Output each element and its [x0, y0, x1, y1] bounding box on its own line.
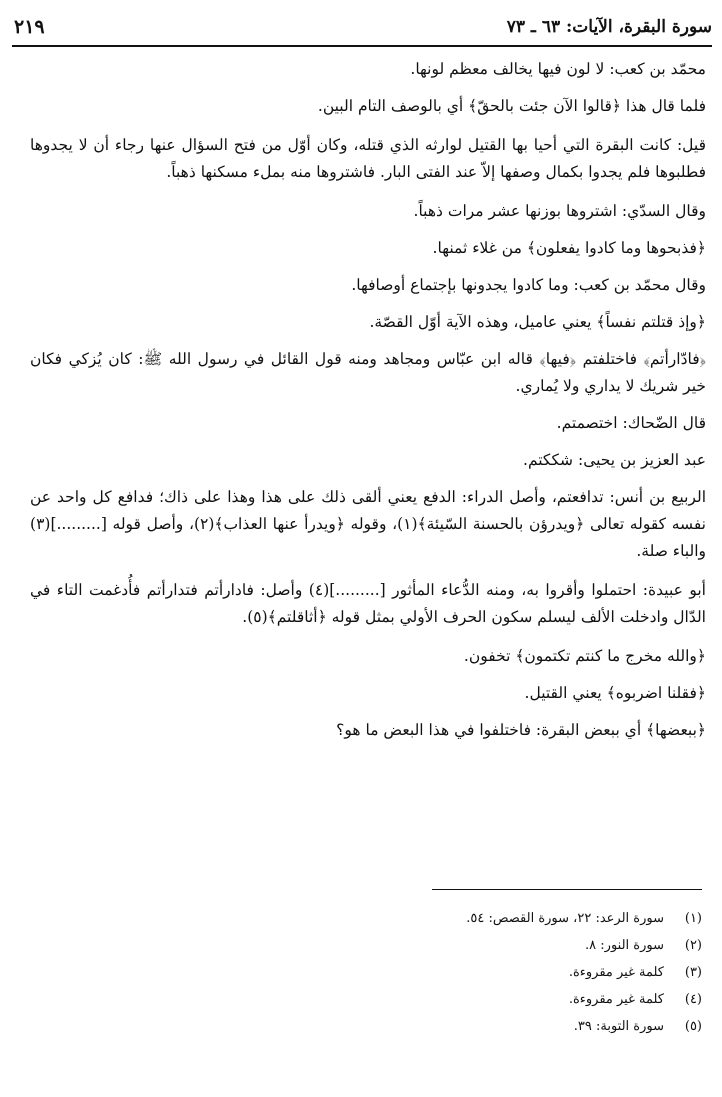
footnote [322, 986, 702, 1013]
paragraph-15: ﴿ببعضها﴾ أي ببعض البقرة: فاختلفوا في هذا البعض ما هو؟ [336, 721, 706, 739]
paragraph-9: قال الضّحاك: اختصمتم. [556, 414, 706, 432]
footnote-number: (٢) [684, 938, 702, 953]
footnote [322, 1013, 702, 1040]
paragraph-8: ﴿فادّارأتم﴾ فاختلفتم ﴿فيها﴾ قاله ابن عبّاس ومجاهد ومنه قول القائل في رسول الله ﷺ: كان يُزكي فكان خير شريك لا يداري ولا يُماري. [30, 350, 706, 395]
footnote-text: كلمة غير مقروءة. [568, 992, 664, 1007]
surah-title: سورة البقرة، الآيات: ٦٣ ـ ٧٣ [506, 17, 712, 37]
paragraph-11: الربيع بن أنس: تدافعتم، وأصل الدراء: الدفع يعني ألقى ذلك على هذا وهذا على ذاك؛ فدافع كل واحد عن نفسه كقوله تعالى ﴿ويدرؤن بالحسنة السّيئة﴾(١)، وقوله ﴿ويدرأ عنها العذاب﴾(٢)، وأصل قوله [.........](٣) والباء صلة. [30, 488, 706, 560]
footnote-text: سورة النور: ٨. [585, 938, 664, 953]
header-rule [12, 45, 712, 47]
footnote [322, 932, 702, 959]
footnote-rule [432, 889, 702, 890]
footnote-text: سورة الرعد: ٢٢، سورة القصص: ٥٤. [466, 911, 664, 926]
paragraph-5: ﴿فذبحوها وما كادوا يفعلون﴾ من غلاء ثمنها. [432, 239, 706, 257]
page-number: ٢١٩ [14, 16, 45, 38]
paragraph-10: عبد العزيز بن يحيى: شككتم. [523, 451, 706, 469]
footnote-number: (٥) [684, 1019, 702, 1034]
paragraph-2: فلما قال هذا ﴿قالوا الآن جئت بالحقّ﴾ أي بالوصف التام البين. [317, 97, 706, 115]
footnote-number: (٣) [684, 965, 702, 980]
paragraph-12: أبو عبيدة: احتملوا وأقروا به، ومنه الدُّعاء المأثور [.........](٤) وأصل: فادارأتم فتدارأتم فأُدغمت التاء في الدّال وادخلت الألف ليسلم سكون الحرف الأولي بمثل قوله ﴿أثاقلتم﴾(٥). [30, 581, 706, 626]
footnote [322, 905, 702, 932]
paragraph-3: قيل: كانت البقرة التي أحيا بها القتيل لوارثه الذي قتله، وكان أوّل من فتح السؤال عنها رجاء أن لا يجدوها فطلبوها فلم يجدوا بكمال وصفها إلاّ عند الفتى البار. فاشتروها منه بملء مسكنها ذهباً. [30, 136, 706, 181]
paragraph-7: ﴿وإذ قتلتم نفساً﴾ يعني عاميل، وهذه الآية أوّل القصّة. [369, 313, 706, 331]
footnotes [322, 905, 702, 1040]
footnote-text: سورة التوبة: ٣٩. [573, 1019, 664, 1034]
footnote-text: كلمة غير مقروءة. [568, 965, 664, 980]
paragraph-14: ﴿فقلنا اضربوه﴾ يعني القتيل. [524, 684, 706, 702]
paragraph-13: ﴿والله مخرج ما كنتم تكتمون﴾ تخفون. [463, 647, 706, 665]
main-text [30, 56, 706, 754]
footnote [322, 959, 702, 986]
paragraph-1: محمّد بن كعب: لا لون فيها يخالف معظم لونها. [410, 60, 706, 78]
page-header [14, 10, 712, 44]
paragraph-4: وقال السدّي: اشتروها بوزنها عشر مرات ذهباً. [413, 202, 706, 220]
footnote-number: (٤) [684, 992, 702, 1007]
paragraph-6: وقال محمّد بن كعب: وما كادوا يجدونها بإجتماع أوصافها. [351, 276, 706, 294]
footnote-number: (١) [684, 911, 702, 926]
